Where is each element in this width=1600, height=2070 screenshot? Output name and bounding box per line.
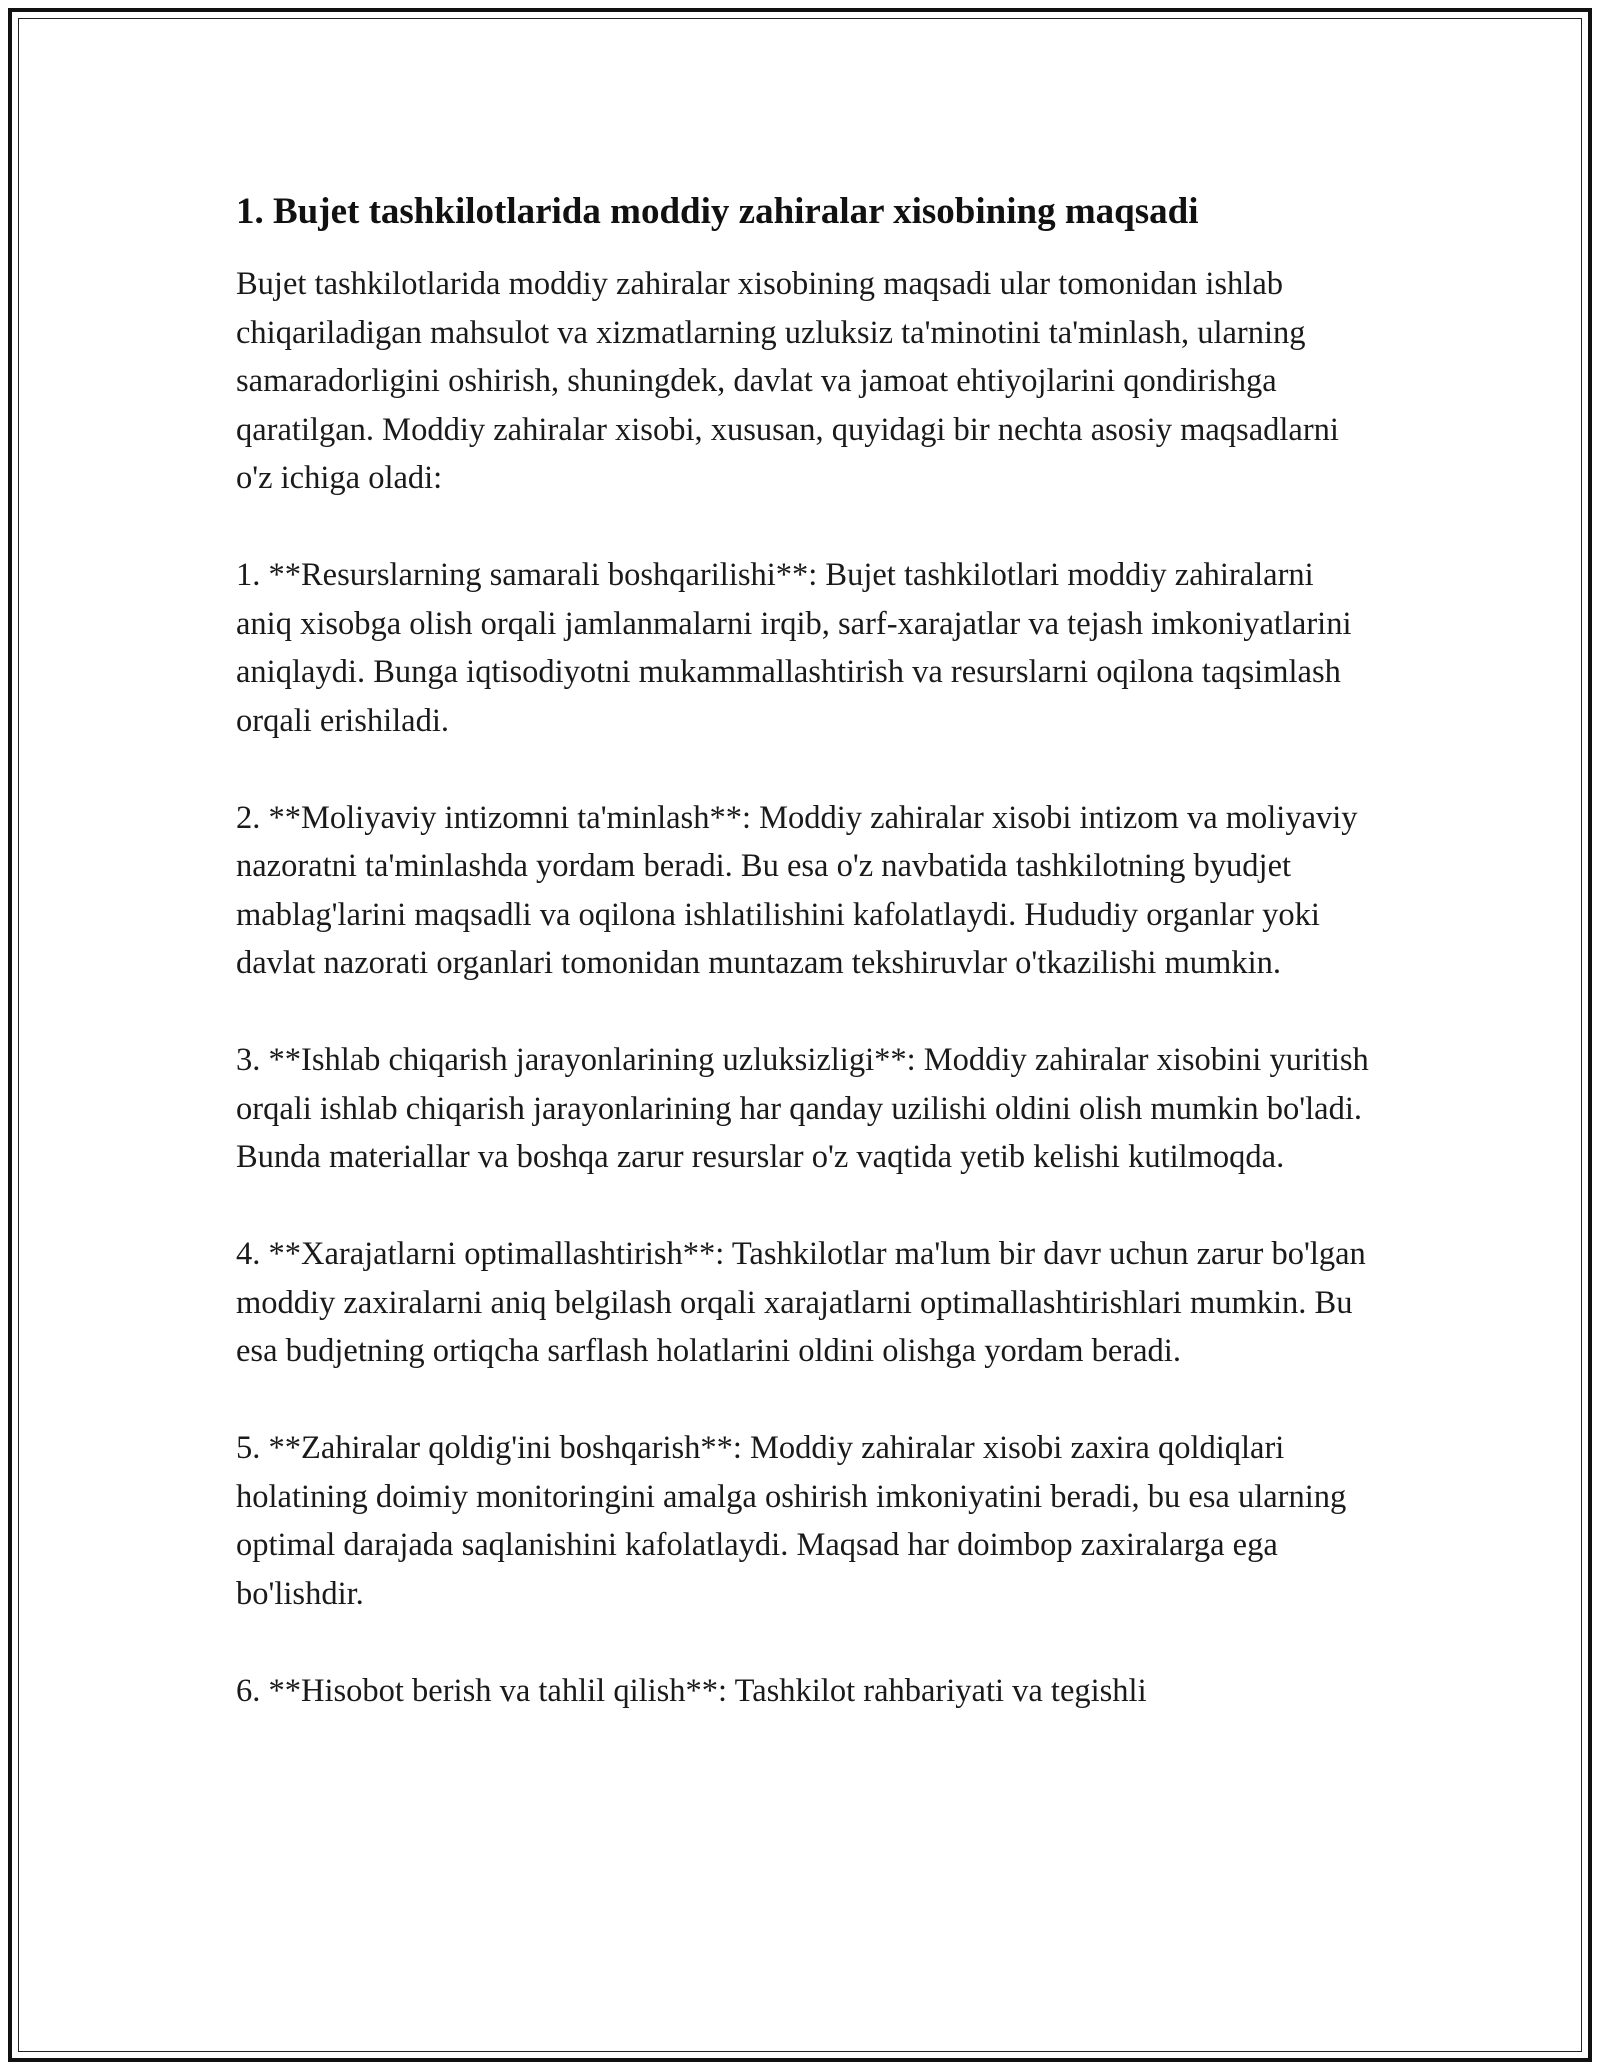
list-item-2: 2. **Moliyaviy intizomni ta'minlash**: Moddiy zahiralar xisobi intizom va moliyaviy nazoratni ta'minlashda yordam beradi. Bu esa o'z navbatida tashkilotning byudjet mablag'larini maqsadli va oqilona ishlatilishini kafolatlaydi. Hududiy organlar yoki davlat nazorati organlari tomonidan muntazam tekshiruvlar o'tkazilishi mumkin.: [236, 799, 1358, 981]
list-item-5: 5. **Zahiralar qoldig'ini boshqarish**: Moddiy zahiralar xisobi zaxira qoldiqlari holatining doimiy monitoringini amalga oshirish imkoniyatini beradi, bu esa ularning optimal darajada saqlanishini kafolatlaydi. Maqsad har doimbop zaxiralarga ega bo'lishdir.: [236, 1430, 1347, 1612]
list-item-6: 6. **Hisobot berish va tahlil qilish**: Tashkilot rahbariyati va tegishli: [236, 1672, 1147, 1709]
intro-paragraph: Bujet tashkilotlarida moddiy zahiralar xisobining maqsadi ular tomonidan ishlab chiqariladigan mahsulot va xizmatlarning uzluksiz ta'minotini ta'minlash, ularning samaradorligini oshirish, shuningdek, davlat va jamoat ehtiyojlarini qondirishga qaratilgan. Moddiy zahiralar xisobi, xususan, quyidagi bir nechta asosiy maqsadlarni o'z ichiga oladi:: [236, 266, 1339, 496]
document-title: 1. Bujet tashkilotlarida moddiy zahiralar xisobining maqsadi: [236, 191, 1199, 232]
list-item-4: 4. **Xarajatlarni optimallashtirish**: Tashkilotlar ma'lum bir davr uchun zarur bo'lgan moddiy zaxiralarni aniq belgilash orqali xarajatlarni optimallashtirishlari mumkin. Bu esa budjetning ortiqcha sarflash holatlarini oldini olishga yordam beradi.: [236, 1236, 1366, 1369]
list-item-3: 3. **Ishlab chiqarish jarayonlarining uzluksizligi**: Moddiy zahiralar xisobini yuritish orqali ishlab chiqarish jarayonlarining har qanday uzilishi oldini olish mumkin bo'ladi. Bunda materiallar va boshqa zarur resurslar o'z vaqtida yetib kelishi kutilmoqda.: [236, 1042, 1369, 1175]
list-item-1: 1. **Resurslarning samarali boshqarilishi**: Bujet tashkilotlari moddiy zahiralarni aniq xisobga olish orqali jamlanmalarni irqib, sarf-xarajatlar va tejash imkoniyatlarini aniqlaydi. Bunga iqtisodiyotni mukammallashtirish va resurslarni oqilona taqsimlash orqali erishiladi.: [236, 557, 1352, 739]
document-body: [236, 186, 1376, 1764]
